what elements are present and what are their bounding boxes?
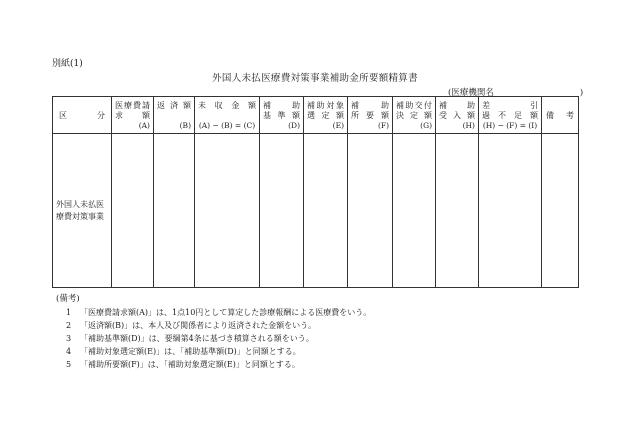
- document-title: 外国人未払医療費対策事業補助金所要額精算書: [212, 73, 418, 84]
- remark-note: 5 「補助所要額(F)」は、「補助対象選定額(E)」と同額とする。: [66, 360, 300, 369]
- cell-subsidy-required[interactable]: [348, 134, 393, 288]
- remark-note: 2 「返済額(B)」は、本人及び関係者により返済された金額をいう。: [66, 321, 317, 330]
- header-subsidy-received: 補 助 受 入 額 (H): [436, 97, 479, 134]
- remarks-title: (備考): [56, 294, 80, 304]
- cell-subsidy-selected[interactable]: [304, 134, 348, 288]
- header-subsidy-decision: 補助交付 決 定 額 (G): [393, 97, 436, 134]
- settlement-table: [52, 96, 579, 288]
- institution-label: (医療機関名: [448, 88, 494, 98]
- cell-subsidy-standard[interactable]: [260, 134, 304, 288]
- table-header-row: [53, 97, 579, 134]
- row-category-label: 外国人未払医 療費対策事業: [56, 199, 104, 221]
- header-medical-claim: 医療費請 求 額 (A): [112, 97, 154, 134]
- institution-close-paren: ): [579, 88, 584, 98]
- header-remarks: 備 考: [542, 97, 579, 134]
- cell-remarks[interactable]: [542, 134, 579, 288]
- cell-uncollected[interactable]: [195, 134, 260, 288]
- cell-repayment[interactable]: [154, 134, 195, 288]
- table-data-row: [53, 134, 579, 288]
- header-category: 区 分: [53, 97, 112, 134]
- remark-note: 3 「補助基準額(D)」は、要綱第4条に基づき積算される額をいう。: [66, 334, 314, 343]
- remark-note: 4 「補助対象選定額(E)」は、「補助基準額(D)」と同額とする。: [66, 347, 301, 356]
- document-label: 別紙(1): [52, 59, 83, 69]
- row-category: [53, 134, 112, 288]
- header-subsidy-required: 補 助 所 要 額 (F): [348, 97, 393, 134]
- remark-note: 1 「医療費請求額(A)」は、1点10円として算定した診療報酬による医療費をいう。: [66, 308, 372, 317]
- header-repayment: 返 済 額 (B): [154, 97, 195, 134]
- cell-medical-claim[interactable]: [112, 134, 154, 288]
- header-balance: 差 引 過 不 足 額 (H) − (F) = (I): [479, 97, 542, 134]
- header-uncollected: 未 収 金 額 (A) − (B) = (C): [195, 97, 260, 134]
- header-subsidy-selected: 補助対象 選定額 (E): [304, 97, 348, 134]
- cell-subsidy-decision[interactable]: [393, 134, 436, 288]
- cell-balance[interactable]: [479, 134, 542, 288]
- cell-subsidy-received[interactable]: [436, 134, 479, 288]
- header-subsidy-standard: 補 助 基 準 額 (D): [260, 97, 304, 134]
